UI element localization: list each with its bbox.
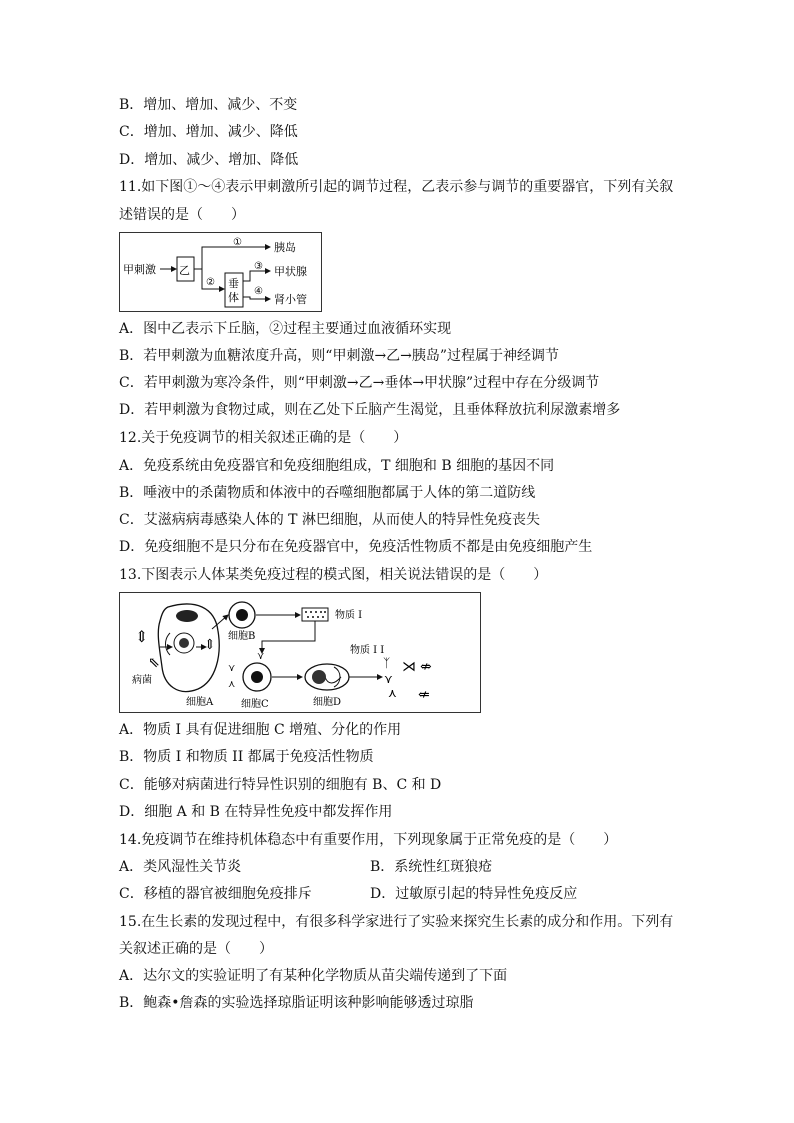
cell-a-nucleus	[176, 610, 198, 622]
cell-d-label: 细胞D	[313, 697, 342, 708]
q15-stem-line1: 15.在生长素的发现过程中，有很多科学家进行了实验来探究生长素的成分和作用。下列有	[119, 914, 674, 930]
q11-stem-line2: 述错误的是（ ）	[119, 207, 245, 223]
q15-stem-line2: 关叙述正确的是（ ）	[119, 941, 273, 957]
q10-option-b: B．增加、增加、减少、不变	[119, 97, 298, 113]
q14-stem: 14.免疫调节在维持机体稳态中有重要作用，下列现象属于正常免疫的是（ ）	[119, 832, 618, 848]
organ-yi-label: 乙	[179, 264, 190, 277]
antigen-icon-1: ⇕	[135, 627, 149, 646]
substance-2-label: 物质 I I	[350, 645, 385, 656]
q15-option-b: B．鲍森•詹森的实验选择琼脂证明该种影响能够透过琼脂	[119, 995, 474, 1011]
q12-option-a: A．免疫系统由免疫器官和免疫细胞组成，T 细胞和 B 细胞的基因不同	[119, 458, 555, 474]
q10-option-d: D．增加、减少、增加、降低	[119, 152, 299, 168]
q11-regulation-diagram	[120, 233, 321, 311]
cell-d-nucleus	[312, 670, 326, 684]
pituitary-char1: 垂	[228, 277, 239, 290]
q13-immune-diagram	[120, 593, 480, 712]
q13-option-d: D．细胞 A 和 B 在特异性免疫中都发挥作用	[119, 804, 393, 820]
step-4-label: ④	[254, 286, 263, 297]
stimulus-label: 甲刺激	[123, 263, 156, 276]
target-pancreatic-islet: 胰岛	[274, 241, 296, 254]
q12-option-d: D．免疫细胞不是只分布在免疫器官中，免疫活性物质不都是由免疫细胞产生	[119, 539, 593, 555]
q13-stem: 13.下图表示人体某类免疫过程的模式图，相关说法错误的是（ ）	[119, 567, 548, 583]
step-1-label: ①	[233, 237, 242, 248]
bacteria-label: 病菌	[132, 675, 152, 686]
q13-option-a: A．物质 I 具有促进细胞 C 增殖、分化的作用	[119, 722, 402, 738]
q15-option-a: A．达尔文的实验证明了有某种化学物质从苗尖端传递到了下面	[119, 968, 508, 984]
q13-option-b: B．物质 I 和物质 II 都属于免疫活性物质	[119, 749, 374, 765]
antibody-icon-1: ᛉ	[383, 656, 391, 670]
step-2-label: ②	[206, 277, 215, 288]
receptor-b-icon: ⋎	[257, 651, 265, 662]
q12-option-c: C．艾滋病病毒感染人体的 T 淋巴细胞，从而使人的特异性免疫丧失	[119, 512, 540, 528]
q11-stem-line1: 11.如下图①～④表示甲刺激所引起的调节过程，乙表示参与调节的重要器官，下列有关叙	[119, 179, 674, 195]
cell-a-vesicle-core	[179, 638, 189, 648]
q13-figure	[119, 592, 481, 713]
antibody-icon-3: ⋏	[388, 686, 397, 700]
bacteria-icon: ⇖	[148, 655, 160, 671]
antigen-icon-2: ⇕	[204, 637, 216, 653]
cell-c-nucleus	[251, 671, 263, 683]
target-thyroid: 甲状腺	[274, 265, 307, 278]
cell-a-label: 细胞A	[186, 697, 214, 708]
q14-option-d: D．过敏原引起的特异性免疫反应	[370, 886, 578, 902]
q10-option-c: C．增加、增加、减少、降低	[119, 124, 298, 140]
q11-option-d: D．若甲刺激为食物过咸，则在乙处下丘脑产生渴觉，且垂体释放抗利尿激素增多	[119, 402, 621, 418]
cell-b-label: 细胞B	[228, 631, 256, 642]
receptor-c-icon-1: ⋎	[228, 663, 236, 674]
q11-option-b: B．若甲刺激为血糖浓度升高，则“甲刺激→乙→胰岛”过程属于神经调节	[119, 348, 560, 364]
step-3-label: ③	[254, 261, 263, 272]
q12-option-b: B．唾液中的杀菌物质和体液中的吞噬细胞都属于人体的第二道防线	[119, 485, 536, 501]
cell-d-body	[305, 664, 349, 690]
cell-c-label: 细胞C	[241, 699, 269, 710]
pituitary-char2: 体	[228, 291, 239, 304]
q11-figure	[119, 232, 322, 312]
q14-option-a: A．类风湿性关节炎	[119, 859, 242, 875]
q11-option-c: C．若甲刺激为寒冷条件，则“甲刺激→乙→垂体→甲状腺”过程中存在分级调节	[119, 375, 600, 391]
bacterium-icon-2: ⇍	[418, 687, 430, 703]
target-renal-tubule: 肾小管	[274, 293, 307, 306]
q14-option-c: C．移植的器官被细胞免疫排斥	[119, 886, 312, 902]
q14-option-b: B．系统性红斑狼疮	[370, 859, 493, 875]
antigen-complex-icon-1: ⋊	[402, 659, 416, 675]
bacterium-icon-1: ⇎	[420, 659, 432, 675]
antibody-icon-2: ⋎	[384, 672, 393, 686]
q13-option-c: C．能够对病菌进行特异性识别的细胞有 B、C 和 D	[119, 777, 442, 793]
receptor-c-icon-2: ⋏	[228, 679, 236, 690]
cell-b-nucleus	[236, 609, 248, 621]
substance-1-label: 物质 I	[335, 610, 363, 621]
q11-option-a: A．图中乙表示下丘脑，②过程主要通过血液循环实现	[119, 321, 452, 337]
substance-1-box	[302, 608, 328, 621]
q12-stem: 12.关于免疫调节的相关叙述正确的是（ ）	[119, 430, 408, 446]
